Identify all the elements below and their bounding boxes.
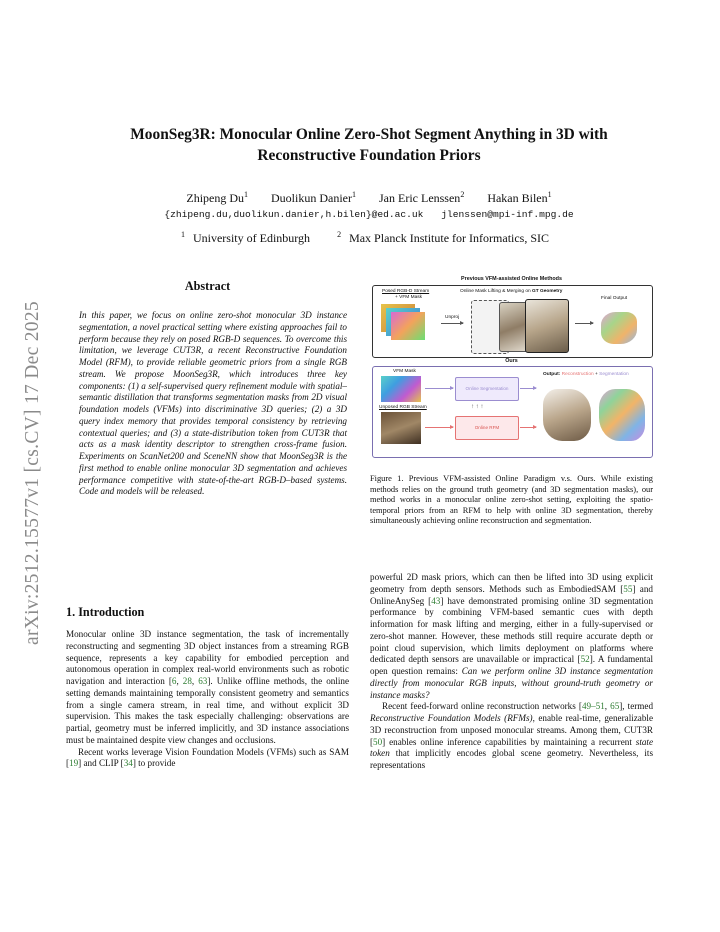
- abstract-body: In this paper, we focus on online zero-shot monocular 3D instance segmentation, a novel practical setting where existing approaches fail to perform because they rely on posed RGB-D sequences. To overcome this limitation, we leverage CUT3R, a recent Reconstructive Foundation Model (RFM), to provide reliable geometric priors from a single RGB stream. We propose MoonSeg3R, which introduces three key components: (1) a self-supervised query refinement module with spatial–semantic distillation that transforms segmentation masks from 2D visual foundation models (VFMs) into discriminative 3D queries; (2) a 3D query index memory that provides temporal consistency by retrieving contextual queries; and (3) a state-distribution token from CUT3R that acts as a mask identity descriptor to strengthen cross-frame fusion. Experiments on ScanNet200 and SceneNN show that MoonSeg3R is the first method to enable online monocular 3D segmentation and achieves performance competitive with state-of-the-art RGB-D–based systems. Code and models will be released.: [79, 310, 347, 497]
- figure-caption: Figure 1. Previous VFM-assisted Online Paradigm v.s. Ours. While existing methods relies on the ground truth geometry (and 3D segmentation masks), our method works in a monocular online zero-shot setting, exploiting the spatio-temporal priors from an RFM to help with online 3D segmentation, thereby simultaneously achieving online reconstruction and segmentation.: [370, 474, 653, 526]
- rgbd-stream-image: [381, 304, 425, 340]
- citation-link[interactable]: 6: [171, 676, 177, 686]
- section-heading: 1. Introduction: [66, 605, 145, 619]
- citation-link[interactable]: 49–51: [581, 701, 605, 712]
- previous-methods-panel: [372, 285, 653, 358]
- rfm-out-arrow: [520, 427, 536, 428]
- title-line-2: Reconstructive Foundation Priors: [257, 147, 481, 164]
- citation-link[interactable]: 50: [373, 736, 383, 747]
- author-list: [70, 190, 668, 206]
- posed-stream-sublabel: + VFM Mask: [395, 295, 423, 300]
- lifting-label: Online Mask Lifting & Merging on GT Geometry: [460, 289, 563, 294]
- figure-top-title: Previous VFM-assisted Online Methods: [461, 276, 562, 282]
- author: Hakan Bilen$^1$: [487, 190, 552, 205]
- right-column-text: [370, 572, 653, 772]
- vfm-mask-label: VFM Mask: [393, 369, 416, 374]
- gt-geometry-scenes: [471, 298, 569, 354]
- seg-out-arrow: [520, 388, 536, 389]
- author-emails: [70, 209, 668, 220]
- token-arrows: ↑ ↑ ↑: [471, 404, 484, 410]
- citation-link[interactable]: 55: [623, 583, 633, 594]
- unposed-stream-label: Unposed RGB Stream: [379, 405, 427, 410]
- citation-link[interactable]: 63: [198, 676, 208, 686]
- affiliations: [70, 230, 668, 246]
- stream-arrow: [425, 427, 453, 428]
- introduction-text: [66, 629, 349, 770]
- paragraph: Recent works leverage Vision Foundation Models (VFMs) such as SAM [19] and CLIP [34] to provide: [66, 746, 349, 769]
- reconstruction-output: [541, 381, 597, 453]
- output-arrow: [575, 323, 593, 324]
- citation-link[interactable]: 52: [580, 654, 590, 665]
- segmentation-output: [599, 381, 649, 453]
- affiliation: $^1$ University of Edinburgh: [180, 230, 311, 245]
- mask-arrow: [425, 388, 453, 389]
- online-segmentation-block: Online Segmentation: [455, 377, 519, 401]
- figure-1: [370, 276, 653, 466]
- ours-panel: [372, 366, 653, 458]
- paper-title: [80, 124, 658, 166]
- unproj-label: Unproj: [445, 315, 460, 320]
- paragraph: Monocular online 3D instance segmentation, the task of incrementally reconstructing and segmenting 3D object instances from a streaming RGB sequence, represents a key capability for embodied perception and autonomous operation in complex real-world environments such as robotic navigation and interaction [6, 28, 63]. Unlike offline methods, the online setting demands maintaining temporally consistent geometry and semantics from a single camera stream, in real time, and without explicit 3D supervision. This makes the task especially challenging: observations are partial, geometry must be inferred implicitly, and 3D instance associations must be maintained despite view changes and occlusions.: [66, 629, 350, 745]
- affiliation: $^2$ Max Planck Institute for Informatics, SIC: [337, 230, 550, 245]
- arxiv-identifier: arXiv:2512.15577v1 [cs.CV] 17 Dec 2025: [22, 301, 43, 645]
- citation-link[interactable]: 34: [123, 758, 133, 769]
- citation-link[interactable]: 19: [69, 758, 79, 769]
- citation-link[interactable]: 28: [182, 676, 192, 686]
- final-output-label: Final Output: [601, 296, 628, 301]
- vfm-mask-image: [381, 376, 421, 402]
- research-question: Can we perform online 3D instance segmentation directly from monocular RGB inputs, without ground-truth geometry or instance masks?: [370, 666, 653, 700]
- author: Zhipeng Du$^1$: [186, 190, 249, 205]
- ours-title: Ours: [505, 358, 518, 364]
- rgb-stream-image: [381, 412, 421, 444]
- final-output-image: [597, 306, 643, 350]
- output-label: Output: Reconstruction + Segmentation: [543, 372, 629, 377]
- citation-link[interactable]: 43: [431, 595, 441, 606]
- author: Jan Eric Lenssen$^2$: [379, 190, 465, 205]
- abstract-heading: Abstract: [184, 279, 231, 293]
- author: Duolikun Danier$^1$: [271, 190, 356, 205]
- email: {zhipeng.du,duolikun.danier,h.bilen}@ed.ac.uk: [164, 209, 424, 220]
- unproj-arrow: [441, 323, 463, 324]
- online-rfm-block: Online RFM: [455, 416, 519, 440]
- paragraph: powerful 2D mask priors, which can then be lifted into 3D using explicit geometry from depth sensors. Methods such as EmbodiedSAM [55] and OnlineAnySeg [43] have demonstrated promising online 3D segmentation performance by combining VFM-based semantic cues with depth information for mask lifting and merging, either in a fully-supervised or zero-shot manner. However, these methods still require accurate depth or point cloud supervision, which limits deployment on platforms where dedicated depth sensors are unavailable or impractical [52]. A fundamental open question remains: Can we perform online 3D instance segmentation directly from monocular RGB inputs, without ground-truth geometry or instance masks?: [370, 572, 654, 700]
- citation-link[interactable]: 65: [610, 701, 620, 712]
- posed-stream-label: Posed RGB-D Stream: [382, 289, 430, 294]
- title-line-1: MoonSeg3R: Monocular Online Zero-Shot Segment Anything in 3D with: [130, 126, 608, 143]
- paragraph: Recent feed-forward online reconstruction networks [49–51, 65], termed Reconstructive Foundation Models (RFMs), enable real-time, generalizable 3D reconstruction from unposed monocular streams. Among them, CUT3R [50] enables online inference capabilities by maintaining a recurrent state token that implicitly encodes global scene geometry. Nevertheless, its representations: [370, 701, 654, 770]
- email: jlenssen@mpi-inf.mpg.de: [441, 209, 574, 220]
